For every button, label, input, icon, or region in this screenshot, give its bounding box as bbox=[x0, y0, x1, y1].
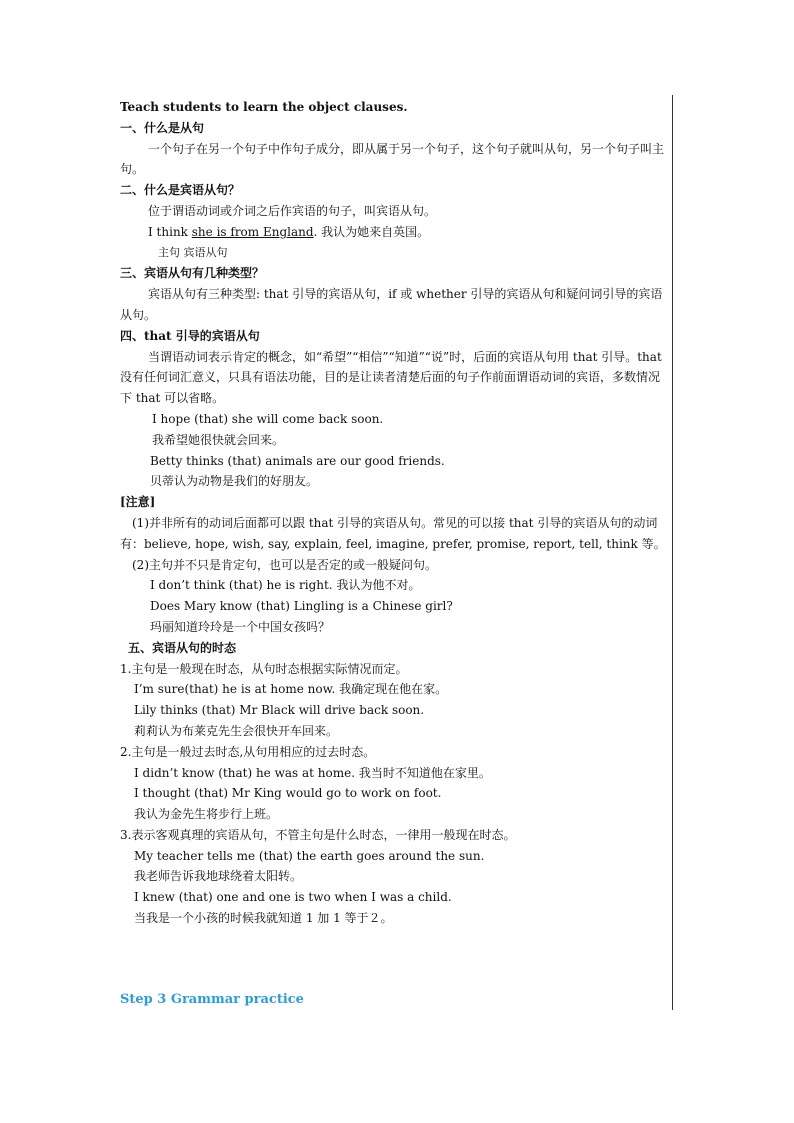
section-2-example-labels: 主句 宾语从句 bbox=[158, 245, 228, 259]
note-heading: [注意] bbox=[120, 495, 156, 510]
example-clause: she is from England bbox=[191, 224, 314, 239]
note-2-example-2: Does Mary know (that) Lingling is a Chinese girl? bbox=[150, 599, 453, 614]
lesson-content bbox=[120, 97, 668, 929]
example-main: I think bbox=[148, 224, 192, 239]
section-5-point-3: 3.表示客观真理的宾语从句，不管主句是什么时态，一律用一般现在时态。 bbox=[120, 827, 516, 842]
section-2-body: 位于谓语动词或介词之后作宾语的句子，叫宾语从句。 bbox=[148, 203, 437, 218]
section-4-example-1-translation: 我希望她很快就会回来。 bbox=[152, 432, 285, 447]
section-2-heading: 二、什么是宾语从句？ bbox=[120, 183, 241, 198]
section-1-heading: 一、什么是从句 bbox=[120, 120, 205, 135]
lesson-title: Teach students to learn the object clauses. bbox=[120, 100, 408, 114]
step-3-heading: Step 3 Grammar practice bbox=[120, 992, 304, 1007]
section-5-point-1-example-2-translation: 莉莉认为布莱克先生会很快开车回来。 bbox=[134, 723, 339, 738]
section-5-point-3-example-1-translation: 我老师告诉我地球绕着太阳转。 bbox=[134, 869, 303, 884]
section-4-example-2: Betty thinks (that) animals are our good friends. bbox=[150, 453, 445, 468]
section-5-point-1-example-2: Lily thinks (that) Mr Black will drive back soon. bbox=[134, 703, 425, 718]
section-5-point-1: 1.主句是一般现在时态，从句时态根据实际情况而定。 bbox=[120, 661, 408, 676]
section-5-point-2-example-2-translation: 我认为金先生将步行上班。 bbox=[134, 807, 279, 822]
section-5-point-1-example-1: I’m sure(that) he is at home now. 我确定现在他在家。 bbox=[134, 682, 448, 697]
note-2-example-1: I don’t think (that) he is right. 我认为他不对。 bbox=[150, 578, 421, 593]
section-5-point-2-example-1: I didn’t know (that) he was at home. 我当时不知道他在家里。 bbox=[134, 765, 491, 780]
section-4-heading: 四、that 引导的宾语从句 bbox=[120, 328, 260, 343]
section-4-example-1: I hope (that) she will come back soon. bbox=[152, 411, 384, 426]
section-3-heading: 三、宾语从句有几种类型？ bbox=[120, 266, 265, 281]
section-5-point-3-example-2: I knew (that) one and one is two when I was a child. bbox=[134, 890, 452, 905]
section-4-body: 当谓语动词表示肯定的概念，如“希望”“相信”“知道”“说”时，后面的宾语从句用 that 引导。that 没有任何词汇意义，只具有语法功能，目的是让读者清楚后面的句子作前面谓语动词的宾语，多数情况下 that 可以省略。 bbox=[120, 349, 662, 406]
note-2: (2)主句并不只是肯定句，也可以是否定的或一般疑问句。 bbox=[132, 557, 438, 572]
note-1: (1)并非所有的动词后面都可以跟 that 引导的宾语从句。常见的可以接 that 引导的宾语从句的动词有：believe, hope, wish, say, explain, feel, imagine, prefer, promise, report, tell, think 等。 bbox=[120, 515, 666, 551]
section-5-heading: 五、宾语从句的时态 bbox=[128, 640, 237, 655]
right-margin-rule bbox=[672, 95, 673, 1010]
section-4-example-2-translation: 贝蒂认为动物是我们的好朋友。 bbox=[150, 474, 319, 489]
section-5-point-2: 2.主句是一般过去时态,从句用相应的过去时态。 bbox=[120, 744, 376, 759]
section-2-example bbox=[120, 222, 668, 243]
note-2-example-2-translation: 玛丽知道玲玲是一个中国女孩吗？ bbox=[150, 619, 331, 634]
section-5-point-2-example-2: I thought (that) Mr King would go to work on foot. bbox=[134, 786, 442, 801]
section-5-point-3-example-1: My teacher tells me (that) the earth goes around the sun. bbox=[134, 848, 485, 863]
section-3-body: 宾语从句有三种类型: that 引导的宾语从句，if 或 whether 引导的宾语从句和疑问词引导的宾语从句。 bbox=[120, 287, 663, 322]
section-5-point-3-example-2-translation: 当我是一个小孩的时候我就知道 1 加 1 等于２。 bbox=[134, 911, 393, 926]
section-1-body: 一个句子在另一个句子中作句子成分，即从属于另一个句子，这个句子就叫从句，另一个句子叫主句。 bbox=[120, 141, 665, 177]
example-translation: . 我认为她来自英国。 bbox=[313, 224, 430, 239]
